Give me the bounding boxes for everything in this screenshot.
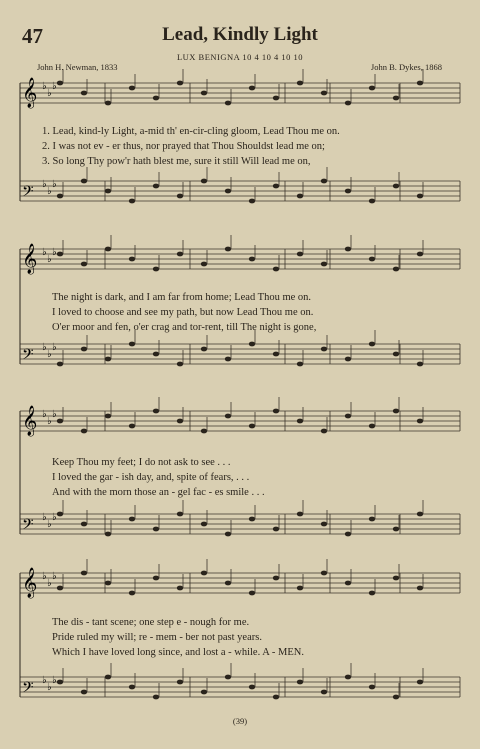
note-head xyxy=(417,680,423,685)
note-head xyxy=(345,532,351,537)
flat-icon: ♭ xyxy=(47,416,52,427)
note-head xyxy=(393,409,399,414)
note-head xyxy=(177,586,183,591)
note-head xyxy=(153,184,159,189)
note-head xyxy=(321,571,327,576)
note-head xyxy=(105,101,111,106)
note-head xyxy=(249,342,255,347)
note-head xyxy=(369,257,375,262)
note-head xyxy=(321,690,327,695)
note-head xyxy=(225,101,231,106)
note-head xyxy=(417,194,423,199)
note-head xyxy=(249,424,255,429)
flat-icon: ♭ xyxy=(47,88,52,99)
note-head xyxy=(201,429,207,434)
flat-icon: ♭ xyxy=(47,186,52,197)
note-head xyxy=(273,695,279,700)
note-head xyxy=(105,532,111,537)
flat-icon: ♭ xyxy=(47,682,52,693)
flat-icon: ♭ xyxy=(52,179,57,190)
note-head xyxy=(225,414,231,419)
note-head xyxy=(105,675,111,680)
note-head xyxy=(321,262,327,267)
note-head xyxy=(345,357,351,362)
lyric-line: O'er moor and fen, o'er crag and tor-rent, till The night is gone, xyxy=(52,322,317,333)
lyric-line: 3. So long Thy pow'r hath blest me, sure it still Will lead me on, xyxy=(42,156,311,167)
note-head xyxy=(249,685,255,690)
note-head xyxy=(105,189,111,194)
flat-icon: ♭ xyxy=(52,675,57,686)
note-head xyxy=(369,517,375,522)
note-head xyxy=(393,184,399,189)
note-head xyxy=(273,576,279,581)
note-head xyxy=(249,257,255,262)
note-head xyxy=(57,680,63,685)
staff xyxy=(20,167,460,204)
note-head xyxy=(129,517,135,522)
staff xyxy=(20,663,460,700)
note-head xyxy=(81,91,87,96)
flat-icon: ♭ xyxy=(52,342,57,353)
note-head xyxy=(177,194,183,199)
flat-icon: ♭ xyxy=(47,519,52,530)
note-head xyxy=(273,409,279,414)
note-head xyxy=(225,247,231,252)
note-head xyxy=(297,362,303,367)
note-head xyxy=(129,685,135,690)
note-head xyxy=(297,512,303,517)
note-head xyxy=(225,189,231,194)
lyric-line: Which I have loved long since, and lost a - while. A - MEN. xyxy=(52,647,304,658)
flat-icon: ♭ xyxy=(52,512,57,523)
note-head xyxy=(177,680,183,685)
note-head xyxy=(81,571,87,576)
note-head xyxy=(57,252,63,257)
note-head xyxy=(297,419,303,424)
note-head xyxy=(153,409,159,414)
flat-icon: ♭ xyxy=(42,179,47,190)
lyric-line: Keep Thou my feet; I do not ask to see . . . xyxy=(52,457,231,468)
note-head xyxy=(81,522,87,527)
lyric-line: Pride ruled my will; re - mem - ber not past years. xyxy=(52,632,262,643)
flat-icon: ♭ xyxy=(52,81,57,92)
note-head xyxy=(129,257,135,262)
note-head xyxy=(393,267,399,272)
hymn-title: Lead, Kindly Light xyxy=(162,24,318,45)
note-head xyxy=(345,247,351,252)
note-head xyxy=(153,695,159,700)
lyric-line: And with the morn those an - gel fac - es smile . . . xyxy=(52,487,265,498)
note-head xyxy=(345,101,351,106)
note-head xyxy=(177,252,183,257)
note-head xyxy=(321,347,327,352)
note-head xyxy=(417,586,423,591)
staff xyxy=(20,559,460,599)
lyric-line: The night is dark, and I am far from home; Lead Thou me on. xyxy=(52,292,312,303)
flat-icon: ♭ xyxy=(42,571,47,582)
note-head xyxy=(417,512,423,517)
note-head xyxy=(345,675,351,680)
note-head xyxy=(201,571,207,576)
note-head xyxy=(57,586,63,591)
note-head xyxy=(273,184,279,189)
note-head xyxy=(249,591,255,596)
note-head xyxy=(321,429,327,434)
bass-clef-icon: 𝄢 xyxy=(22,516,34,537)
note-head xyxy=(321,91,327,96)
note-head xyxy=(417,419,423,424)
note-head xyxy=(369,86,375,91)
note-head xyxy=(57,512,63,517)
note-head xyxy=(225,357,231,362)
note-head xyxy=(417,252,423,257)
lyric-line: I loved the gar - ish day, and, spite of fears, . . . xyxy=(52,472,250,483)
note-head xyxy=(393,527,399,532)
note-head xyxy=(129,86,135,91)
page-number: (39) xyxy=(232,716,248,726)
note-head xyxy=(129,424,135,429)
note-head xyxy=(345,414,351,419)
note-head xyxy=(225,675,231,680)
note-head xyxy=(201,347,207,352)
note-head xyxy=(57,194,63,199)
note-head xyxy=(417,81,423,86)
flat-icon: ♭ xyxy=(42,512,47,523)
lyric-line: The dis - tant scene; one step e - nough for me. xyxy=(52,617,250,628)
staff xyxy=(20,235,460,275)
note-head xyxy=(81,429,87,434)
note-head xyxy=(297,194,303,199)
note-head xyxy=(129,342,135,347)
note-head xyxy=(297,680,303,685)
words-credit: John H. Newman, 1833 xyxy=(37,62,118,72)
note-head xyxy=(297,252,303,257)
bass-clef-icon: 𝄢 xyxy=(22,346,34,367)
staff xyxy=(20,330,460,367)
note-head xyxy=(105,247,111,252)
note-head xyxy=(201,262,207,267)
lyric-line: I loved to choose and see my path, but now Lead Thou me on. xyxy=(52,307,314,318)
staff xyxy=(20,500,460,537)
treble-clef-icon: 𝄞 xyxy=(22,568,38,598)
flat-icon: ♭ xyxy=(47,578,52,589)
hymn-number: 47 xyxy=(22,24,43,48)
note-head xyxy=(57,419,63,424)
flat-icon: ♭ xyxy=(42,247,47,258)
note-head xyxy=(153,267,159,272)
note-head xyxy=(393,96,399,101)
note-head xyxy=(417,362,423,367)
note-head xyxy=(249,517,255,522)
note-head xyxy=(369,199,375,204)
treble-clef-icon: 𝄞 xyxy=(22,406,38,436)
note-head xyxy=(177,419,183,424)
note-head xyxy=(201,179,207,184)
flat-icon: ♭ xyxy=(42,675,47,686)
note-head xyxy=(393,352,399,357)
note-head xyxy=(201,690,207,695)
flat-icon: ♭ xyxy=(47,349,52,360)
note-head xyxy=(321,522,327,527)
note-head xyxy=(57,362,63,367)
note-head xyxy=(177,362,183,367)
note-head xyxy=(273,352,279,357)
note-head xyxy=(81,347,87,352)
flat-icon: ♭ xyxy=(52,409,57,420)
flat-icon: ♭ xyxy=(42,81,47,92)
lyric-line: 1. Lead, kind-ly Light, a-mid th' en-cir-cling gloom, Lead Thou me on. xyxy=(42,126,340,137)
note-head xyxy=(273,267,279,272)
flat-icon: ♭ xyxy=(42,409,47,420)
note-head xyxy=(369,685,375,690)
bass-clef-icon: 𝄢 xyxy=(22,679,34,700)
note-head xyxy=(153,576,159,581)
note-head xyxy=(81,690,87,695)
note-head xyxy=(273,96,279,101)
flat-icon: ♭ xyxy=(52,571,57,582)
note-head xyxy=(177,81,183,86)
note-head xyxy=(249,86,255,91)
staff xyxy=(20,69,460,109)
note-head xyxy=(105,357,111,362)
note-head xyxy=(369,342,375,347)
treble-clef-icon: 𝄞 xyxy=(22,78,38,108)
note-head xyxy=(129,199,135,204)
flat-icon: ♭ xyxy=(42,342,47,353)
note-head xyxy=(393,695,399,700)
note-head xyxy=(393,576,399,581)
note-head xyxy=(105,414,111,419)
bass-clef-icon: 𝄢 xyxy=(22,183,34,204)
note-head xyxy=(297,586,303,591)
note-head xyxy=(201,522,207,527)
note-head xyxy=(321,179,327,184)
flat-icon: ♭ xyxy=(52,247,57,258)
staff xyxy=(20,397,460,437)
note-head xyxy=(297,81,303,86)
note-head xyxy=(273,527,279,532)
note-head xyxy=(105,581,111,586)
note-head xyxy=(225,581,231,586)
note-head xyxy=(201,91,207,96)
note-head xyxy=(81,262,87,267)
note-head xyxy=(369,424,375,429)
treble-clef-icon: 𝄞 xyxy=(22,244,38,274)
note-head xyxy=(153,352,159,357)
note-head xyxy=(129,591,135,596)
note-head xyxy=(57,81,63,86)
note-head xyxy=(345,581,351,586)
note-head xyxy=(249,199,255,204)
note-head xyxy=(177,512,183,517)
tune-name: LUX BENIGNA 10 4 10 4 10 10 xyxy=(176,52,304,62)
note-head xyxy=(345,189,351,194)
note-head xyxy=(225,532,231,537)
note-head xyxy=(153,527,159,532)
note-head xyxy=(369,591,375,596)
music-credit: John B. Dykes, 1868 xyxy=(370,62,442,72)
lyric-line: 2. I was not ev - er thus, nor prayed that Thou Shouldst lead me on; xyxy=(42,141,325,152)
flat-icon: ♭ xyxy=(47,254,52,265)
note-head xyxy=(153,96,159,101)
note-head xyxy=(81,179,87,184)
